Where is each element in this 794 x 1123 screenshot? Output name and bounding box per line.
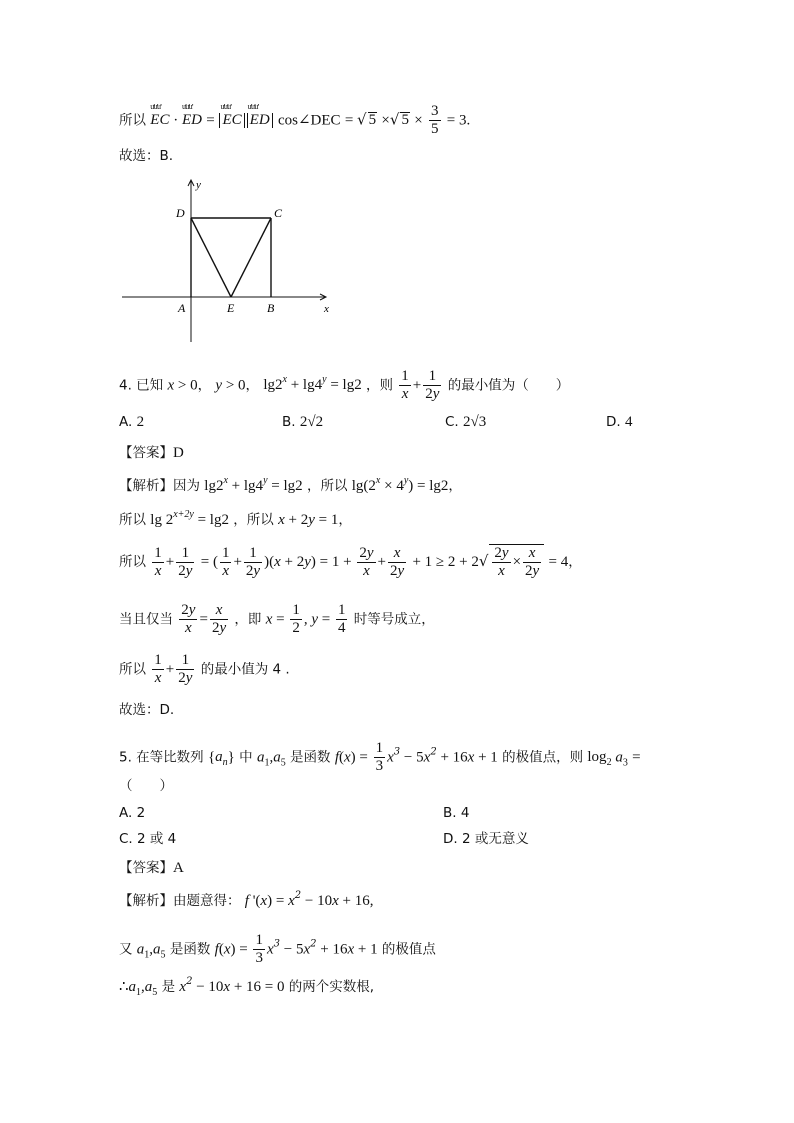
q5-analysis-line-1: 【解析】由题意得： f '$(x) = x^2 - 10x + 16$, <box>119 890 374 909</box>
q4-analysis-line-1: 【解析】因为 $\lg 2^x + \lg 4^y = \lg 2$ ，所以 $\lg(2^x \times 4^y) = \lg 2$， <box>119 475 462 494</box>
q4-option-c[interactable]: C. 2√3 <box>445 414 487 430</box>
q5-paren: （ ） <box>119 778 173 794</box>
q5-option-b[interactable]: B. 4 <box>443 805 470 821</box>
segment-de <box>191 218 231 297</box>
q4-stem: 4. 已知 x > 0， y > 0， $\lg 2^x + \lg 4^y = \lg 2$ ，则 $\frac{1}{x}$ + $\frac{1}{2y}$ 的最小值为（ ） <box>119 368 570 403</box>
label-b: B <box>267 301 275 315</box>
q4-analysis-line-4: 当且仅当 $\frac{2y}{x}$ = $\frac{x}{2y}$ ，即 x = $\frac{1}{2}$ , y = $\frac{1}{4}$ 时等号成立， <box>119 602 435 637</box>
coordinate-diagram <box>118 172 338 347</box>
label-c: C <box>274 206 283 220</box>
q3-dot-product-line: 所以 ưưư EC · ưưư ED = ưưư ECưưư ED cos∠DEC = √ 5 ×√ 5 × $\frac{3}{5}$ = 3. <box>119 103 470 139</box>
q5-option-a[interactable]: A. 2 <box>119 805 146 821</box>
segment-ec <box>231 218 271 297</box>
q3-answer-line: 故选：B. <box>119 148 174 164</box>
q5-stem: 5. 在等比数列 $\{a_n\}$ 中 $a_1,a_5$ 是函数 f(x) = $\frac{1}{3}$ $x^3 - 5x^2 + 16x + 1$ 的极值点，则 $\log_2 a_3$ = <box>119 740 641 775</box>
q5-analysis-line-3: $\therefore a_1,a_5$ 是 $x^2 - 10x + 16 = 0$ 的两个实数根, <box>119 976 375 998</box>
q4-analysis-line-2: 所以 $\lg 2^{x+2y} = \lg 2$ ，所以 x + 2y = 1， <box>119 509 352 528</box>
q4-answer-line: 故选：D. <box>119 702 175 718</box>
q5-answer: 【答案】A <box>119 860 184 876</box>
q5-option-d[interactable]: D. 2 或无意义 <box>443 831 529 847</box>
q3-result: = 3. <box>446 112 471 129</box>
label-y: y <box>196 179 201 191</box>
q4-analysis-line-3: 所以 $\frac{1}{x}$ + $\frac{1}{2y}$ = ( $\frac{1}{x}$ + $\frac{1}{2y}$ )(x + 2y) = 1 + $\frac{2y}{x}$ + $\frac{x}{2y}$ + 1 ≥ 2 + 2√ $\frac{2y}{x}$ × $\frac{x}{2y}$ = 4， <box>119 544 582 580</box>
q4-option-a[interactable]: A. 2 <box>119 414 145 430</box>
q4-option-b[interactable]: B. 2√2 <box>282 414 324 430</box>
q4-option-d[interactable]: D. 4 <box>606 414 633 430</box>
q3-prefix: 所以 <box>119 112 146 129</box>
q3-cos-term: cos∠DEC <box>277 112 341 129</box>
q5-option-c[interactable]: C. 2 或 4 <box>119 831 177 847</box>
label-x: x <box>324 303 329 315</box>
q4-answer: 【答案】D <box>119 445 184 461</box>
q4-analysis-line-5: 所以 $\frac{1}{x}$ + $\frac{1}{2y}$ 的最小值为 4 . <box>119 652 290 687</box>
label-e: E <box>227 301 235 315</box>
label-d: D <box>176 206 185 220</box>
label-a: A <box>178 301 186 315</box>
q5-analysis-line-2: 又 $a_1,a_5$ 是函数 f(x) = $\frac{1}{3}$ $x^3 - 5x^2 + 16x + 1$ 的极值点 <box>119 932 436 967</box>
